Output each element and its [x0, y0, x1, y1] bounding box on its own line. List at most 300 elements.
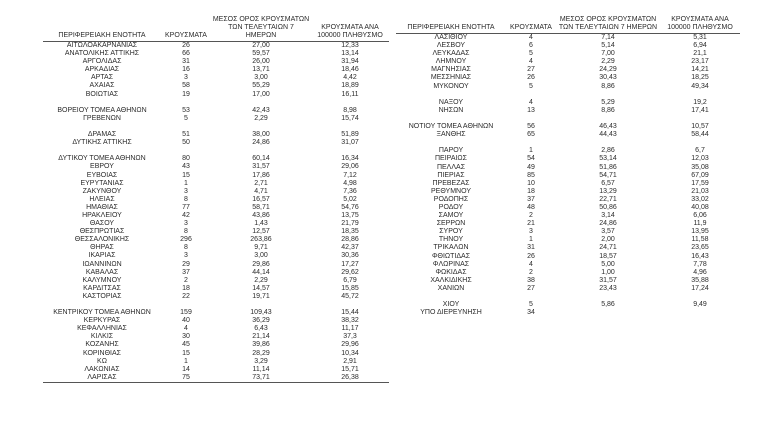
header-region: ΠΕΡΙΦΕΡΕΙΑΚΗ ΕΝΟΤΗΤΑ	[43, 16, 161, 42]
cell-per100k: 15,44	[341, 309, 359, 317]
cell-cases: 65	[527, 131, 535, 139]
cell-cases: 80	[182, 155, 190, 163]
cell-avg7: 11,14	[252, 365, 270, 373]
table-row	[396, 228, 740, 236]
cell-cases: 13	[527, 106, 535, 114]
table-row	[43, 228, 389, 236]
cell-per100k: 67,09	[691, 171, 709, 179]
table-row	[43, 74, 389, 82]
table-row	[43, 358, 389, 366]
cell-cases: 8	[184, 228, 188, 236]
cell-avg7: 9,71	[254, 244, 268, 252]
group-spacer	[43, 147, 389, 155]
cell-avg7: 2,71	[254, 179, 268, 187]
cell-cases: 85	[527, 171, 535, 179]
cell-cases: 1	[184, 179, 188, 187]
cell-region: ΝΗΣΩΝ	[438, 106, 464, 114]
table-row	[396, 155, 740, 163]
cell-cases: 54	[527, 155, 535, 163]
cell-avg7: 5,29	[601, 98, 615, 106]
cell-cases: 3	[184, 220, 188, 228]
table-row	[396, 220, 740, 228]
table-row	[43, 107, 389, 115]
table-row	[43, 285, 389, 293]
cell-cases: 48	[527, 203, 535, 211]
cell-avg7: 26,00	[252, 58, 270, 66]
cell-cases: 34	[527, 309, 535, 317]
cell-per100k: 11,58	[691, 236, 709, 244]
cell-avg7: 46,43	[599, 123, 617, 131]
cell-avg7: 60,14	[252, 155, 270, 163]
table-row	[43, 269, 389, 277]
cell-avg7: 14,57	[252, 284, 270, 292]
table-row	[43, 180, 389, 188]
cell-region: ΡΟΔΟΥ	[438, 203, 464, 211]
cell-cases: 1	[529, 236, 533, 244]
cell-cases: 18	[182, 284, 190, 292]
cell-cases: 66	[182, 50, 190, 58]
cell-per100k: 17,59	[691, 179, 709, 187]
cell-avg7	[556, 309, 660, 317]
cell-region: ΛΑΡΙΣΑΣ	[43, 374, 161, 383]
cell-region: ΑΧΑΪΑΣ	[89, 82, 115, 90]
cell-cases: 3	[184, 252, 188, 260]
cell-per100k: 21,03	[691, 187, 709, 195]
cell-region: ΑΙΤΩΛΟΑΚΑΡΝΑΝΙΑΣ	[66, 42, 138, 49]
cell-cases: 2	[184, 276, 188, 284]
cell-cases: 31	[182, 58, 190, 66]
group-spacer	[43, 99, 389, 107]
cell-region: ΙΩΑΝΝΙΝΩΝ	[82, 260, 122, 268]
cell-cases: 159	[180, 309, 192, 317]
cell-per100k: 16,43	[691, 252, 709, 260]
cell-cases: 16	[182, 66, 190, 74]
cell-cases: 42	[182, 211, 190, 219]
cell-cases: 8	[184, 244, 188, 252]
cell-per100k: 15,85	[341, 284, 359, 292]
cell-per100k	[660, 309, 740, 317]
cell-per100k: 6,79	[343, 276, 357, 284]
table-row	[396, 66, 740, 74]
cell-avg7: 53,14	[599, 155, 617, 163]
cell-region: ΦΘΙΩΤΙΔΑΣ	[431, 252, 471, 260]
table-row	[43, 293, 389, 301]
cell-avg7: 1,43	[254, 220, 268, 228]
cell-cases: 50	[182, 139, 190, 147]
cell-cases: 10	[527, 179, 535, 187]
group-spacer	[396, 91, 740, 99]
cell-avg7: 5,14	[601, 42, 615, 50]
cell-avg7: 73,71	[211, 374, 311, 383]
table-row	[43, 261, 389, 269]
cell-per100k: 18,89	[341, 82, 359, 90]
cell-avg7: 109,43	[250, 309, 272, 317]
cell-per100k: 51,89	[341, 131, 359, 139]
cell-region: ΔΥΤΙΚΗΣ ΑΤΤΙΚΗΣ	[72, 139, 132, 147]
cell-region: ΜΕΣΣΗΝΙΑΣ	[430, 74, 472, 82]
header-region: ΠΕΡΙΦΕΡΕΙΑΚΗ ΕΝΟΤΗΤΑ	[396, 16, 506, 34]
cell-region: ΑΝΑΤΟΛΙΚΗΣ ΑΤΤΙΚΗΣ	[64, 50, 140, 58]
cell-per100k: 29,96	[341, 341, 359, 349]
cell-per100k: 13,75	[341, 211, 359, 219]
table-row	[396, 236, 740, 244]
cell-cases: 296	[180, 236, 192, 244]
cell-region: ΕΥΡΥΤΑΝΙΑΣ	[80, 179, 124, 187]
cell-avg7: 2,29	[254, 114, 268, 122]
cell-cases: 30	[182, 333, 190, 341]
table-row	[43, 131, 389, 139]
cell-cases: 1	[184, 357, 188, 365]
cell-avg7: 5,86	[601, 301, 615, 309]
cell-region: ΛΕΣΒΟΥ	[436, 42, 466, 50]
cell-region: ΠΡΕΒΕΖΑΣ	[432, 179, 470, 187]
table-row	[396, 123, 740, 131]
cell-cases: 26	[527, 74, 535, 82]
cell-per100k: 23,65	[691, 244, 709, 252]
cell-cases: 8	[184, 195, 188, 203]
cell-region: ΧΑΛΚΙΔΙΚΗΣ	[430, 276, 472, 284]
cell-region: ΤΡΙΚΑΛΩΝ	[433, 244, 469, 252]
cell-region: ΔΡΑΜΑΣ	[87, 131, 117, 139]
header-row	[396, 16, 740, 34]
cell-avg7: 2,29	[601, 58, 615, 66]
cell-avg7: 13,29	[599, 187, 617, 195]
cell-per100k: 14,21	[691, 66, 709, 74]
regional-cases-table-right	[396, 16, 740, 317]
table-row	[396, 196, 740, 204]
cell-per100k: 7,12	[343, 171, 357, 179]
cell-avg7: 24,86	[252, 139, 270, 147]
cell-per100k: 35,88	[691, 276, 709, 284]
cell-per100k: 5,31	[693, 34, 707, 41]
cell-region: ΘΗΡΑΣ	[90, 244, 114, 252]
group-spacer	[396, 293, 740, 301]
cell-region: ΤΗΝΟΥ	[438, 236, 464, 244]
table-row	[396, 147, 740, 155]
cell-cases: 3	[184, 74, 188, 82]
cell-avg7: 18,57	[599, 252, 617, 260]
cell-avg7: 16,57	[252, 195, 270, 203]
table-row	[43, 82, 389, 90]
table-row	[396, 34, 740, 43]
table-row	[43, 252, 389, 260]
table-row	[43, 341, 389, 349]
cell-cases: 38	[527, 276, 535, 284]
cell-region: ΑΡΓΟΛΙΔΑΣ	[82, 58, 122, 66]
cell-cases: 45	[182, 341, 190, 349]
cell-region: ΦΩΚΙΔΑΣ	[435, 268, 467, 276]
cell-per100k: 2,91	[343, 357, 357, 365]
cell-per100k: 4,42	[343, 74, 357, 82]
table-row	[43, 317, 389, 325]
cell-per100k: 58,44	[691, 131, 709, 139]
cell-cases: 40	[182, 317, 190, 325]
cell-region: ΗΜΑΘΙΑΣ	[86, 203, 118, 211]
cell-per100k: 26,38	[311, 374, 389, 383]
cell-cases: 43	[182, 163, 190, 171]
cell-cases: 18	[527, 187, 535, 195]
table-row	[43, 50, 389, 58]
cell-region: ΥΠΟ ΔΙΕΡΕΥΝΗΣΗ	[420, 309, 482, 317]
cell-avg7: 8,86	[601, 106, 615, 114]
cell-per100k: 18,46	[341, 66, 359, 74]
cell-avg7: 38,00	[252, 131, 270, 139]
cell-avg7: 43,86	[252, 211, 270, 219]
cell-region: ΠΑΡΟΥ	[438, 147, 464, 155]
cell-per100k: 29,62	[341, 268, 359, 276]
cell-cases: 5	[184, 114, 188, 122]
cell-cases: 27	[527, 66, 535, 74]
cell-cases: 29	[182, 260, 190, 268]
table-row	[43, 244, 389, 252]
cell-per100k: 40,08	[691, 203, 709, 211]
cell-cases: 37	[182, 268, 190, 276]
table-row	[396, 285, 740, 293]
table-row	[396, 83, 740, 91]
cell-cases: 4	[184, 325, 188, 333]
cell-region: ΛΗΜΝΟΥ	[435, 58, 467, 66]
cell-region: ΠΕΛΛΑΣ	[436, 163, 466, 171]
cell-avg7: 3,00	[254, 74, 268, 82]
cell-per100k: 12,03	[691, 155, 709, 163]
cell-cases: 4	[529, 260, 533, 268]
table-row	[396, 180, 740, 188]
cell-per100k: 6,7	[695, 147, 705, 155]
cell-region: ΚΑΣΤΟΡΙΑΣ	[82, 292, 122, 300]
cell-cases: 22	[182, 292, 190, 300]
cell-region: ΧΙΟΥ	[442, 301, 460, 309]
cell-avg7: 19,71	[252, 292, 270, 300]
table-row	[43, 172, 389, 180]
group-spacer	[43, 301, 389, 309]
cell-per100k: 10,57	[691, 123, 709, 131]
cell-per100k: 4,96	[693, 268, 707, 276]
cell-region: ΚΑΒΑΛΑΣ	[85, 268, 119, 276]
table-row	[43, 333, 389, 341]
cell-cases: 2	[529, 212, 533, 220]
cell-avg7: 6,57	[601, 179, 615, 187]
table-row	[396, 244, 740, 252]
table-row	[396, 277, 740, 285]
group-spacer	[396, 115, 740, 123]
cell-region: ΣΕΡΡΩΝ	[436, 220, 466, 228]
cell-avg7: 3,57	[601, 228, 615, 236]
cell-avg7: 24,86	[599, 220, 617, 228]
cell-region: ΒΟΡΕΙΟΥ ΤΟΜΕΑ ΑΘΗΝΩΝ	[57, 106, 147, 114]
cell-avg7: 27,00	[252, 42, 270, 49]
cell-per100k: 5,02	[343, 195, 357, 203]
cell-cases: 26	[182, 42, 190, 49]
cell-avg7: 50,86	[599, 203, 617, 211]
cell-cases: 5	[529, 301, 533, 309]
table-row	[43, 277, 389, 285]
table-row	[396, 50, 740, 58]
cell-avg7: 58,71	[252, 203, 270, 211]
cell-per100k: 13,95	[691, 228, 709, 236]
cell-cases: 51	[182, 131, 190, 139]
cell-region: ΚΟΡΙΝΘΙΑΣ	[83, 349, 121, 357]
cell-avg7: 51,86	[599, 163, 617, 171]
cell-avg7: 3,14	[601, 212, 615, 220]
cell-cases: 15	[182, 171, 190, 179]
cell-cases: 14	[182, 365, 190, 373]
cell-per100k: 21,1	[693, 50, 707, 58]
cell-region: ΚΑΡΔΙΤΣΑΣ	[83, 284, 121, 292]
table-row	[396, 212, 740, 220]
cell-region: ΕΒΡΟΥ	[90, 163, 114, 171]
cell-per100k: 38,32	[341, 317, 359, 325]
cell-per100k: 37,3	[343, 333, 357, 341]
cell-avg7: 31,57	[599, 276, 617, 284]
table-row	[43, 115, 389, 123]
cell-region: ΕΥΒΟΙΑΣ	[86, 171, 118, 179]
table-row	[396, 269, 740, 277]
table-row	[396, 261, 740, 269]
table-row	[43, 212, 389, 220]
cell-region: ΚΙΛΚΙΣ	[90, 333, 114, 341]
table-row	[396, 58, 740, 66]
header-avg7: ΜΕΣΟΣ ΟΡΟΣ ΚΡΟΥΣΜΑΤΩΝ ΤΩΝ ΤΕΛΕΥΤΑΙΩΝ 7 ΗΜΕΡΩΝ	[211, 16, 311, 42]
cell-avg7: 7,00	[601, 50, 615, 58]
cell-region: ΚΕΝΤΡΙΚΟΥ ΤΟΜΕΑ ΑΘΗΝΩΝ	[53, 309, 151, 317]
cell-per100k: 19,2	[693, 98, 707, 106]
cell-avg7: 29,86	[252, 260, 270, 268]
cell-avg7: 42,43	[252, 106, 270, 114]
table-row	[43, 163, 389, 171]
table-row	[43, 66, 389, 74]
cell-avg7: 12,57	[252, 228, 270, 236]
cell-region: ΒΟΙΩΤΙΑΣ	[85, 90, 119, 98]
group-spacer	[396, 139, 740, 147]
cell-cases: 56	[527, 123, 535, 131]
cell-cases: 26	[527, 252, 535, 260]
cell-avg7: 2,00	[601, 236, 615, 244]
cell-region: ΑΡΤΑΣ	[90, 74, 114, 82]
cell-region: ΗΡΑΚΛΕΙΟΥ	[82, 211, 122, 219]
cell-cases: 19	[182, 90, 190, 98]
cell-cases: 15	[182, 349, 190, 357]
cell-region: ΘΕΣΣΑΛΟΝΙΚΗΣ	[74, 236, 130, 244]
cell-region: ΛΑΚΩΝΙΑΣ	[84, 365, 120, 373]
cell-avg7: 17,00	[252, 90, 270, 98]
cell-avg7: 22,71	[599, 195, 617, 203]
cell-region: ΝΑΞΟΥ	[438, 98, 464, 106]
cell-avg7: 54,71	[599, 171, 617, 179]
cell-per100k: 16,11	[341, 90, 359, 98]
cell-per100k: 31,07	[341, 139, 359, 147]
cell-avg7: 44,43	[599, 131, 617, 139]
header-per100k: ΚΡΟΥΣΜΑΤΑ ΑΝΑ 100000 ΠΛΗΘΥΣΜΟ	[660, 16, 740, 34]
table-row	[396, 301, 740, 309]
cell-region: ΧΑΝΙΩΝ	[437, 284, 465, 292]
cell-per100k: 16,34	[341, 155, 359, 163]
cell-avg7: 23,43	[599, 284, 617, 292]
cell-per100k: 8,98	[343, 106, 357, 114]
cell-per100k: 9,49	[693, 301, 707, 309]
cell-region: ΜΑΓΝΗΣΙΑΣ	[431, 66, 471, 74]
cell-per100k: 17,41	[691, 106, 709, 114]
cell-per100k: 33,02	[691, 195, 709, 203]
cell-region: ΗΛΕΙΑΣ	[89, 195, 115, 203]
cell-region: ΛΕΥΚΑΔΑΣ	[432, 50, 470, 58]
table-row	[396, 172, 740, 180]
cell-avg7: 55,29	[252, 82, 270, 90]
cell-cases: 4	[529, 34, 533, 41]
header-avg7: ΜΕΣΟΣ ΟΡΟΣ ΚΡΟΥΣΜΑΤΩΝ ΤΩΝ ΤΕΛΕΥΤΑΙΩΝ 7 ΗΜΕΡΩΝ	[556, 16, 660, 34]
cell-per100k: 17,27	[341, 260, 359, 268]
cell-avg7: 36,29	[252, 317, 270, 325]
cell-cases: 31	[527, 244, 535, 252]
cell-avg7: 13,71	[252, 66, 270, 74]
cell-per100k: 35,08	[691, 163, 709, 171]
cell-avg7: 30,43	[599, 74, 617, 82]
table-row	[43, 220, 389, 228]
table-row	[43, 366, 389, 374]
table-row	[43, 188, 389, 196]
cell-avg7: 59,57	[252, 50, 270, 58]
cell-cases: 5	[529, 82, 533, 90]
cell-avg7: 21,14	[252, 333, 270, 341]
cell-cases: 3	[529, 228, 533, 236]
cell-per100k: 6,94	[693, 42, 707, 50]
cell-avg7: 3,00	[254, 252, 268, 260]
cell-avg7: 5,00	[601, 260, 615, 268]
cell-cases: 49	[527, 163, 535, 171]
table-row	[43, 58, 389, 66]
cell-per100k: 4,98	[343, 179, 357, 187]
cell-per100k: 49,34	[691, 82, 709, 90]
cell-per100k: 7,36	[343, 187, 357, 195]
cell-cases: 53	[182, 106, 190, 114]
cell-per100k: 15,74	[341, 114, 359, 122]
cell-region: ΡΕΘΥΜΝΟΥ	[430, 187, 471, 195]
table-row	[43, 204, 389, 212]
group-spacer	[43, 123, 389, 131]
table-row	[43, 139, 389, 147]
cell-region: ΙΚΑΡΙΑΣ	[88, 252, 116, 260]
cell-per100k: 28,86	[341, 236, 359, 244]
table-row	[43, 236, 389, 244]
header-row	[43, 16, 389, 42]
cell-cases: 21	[527, 220, 535, 228]
cell-cases: 37	[527, 195, 535, 203]
cell-region: ΚΕΦΑΛΛΗΝΙΑΣ	[77, 325, 127, 333]
table-row	[396, 188, 740, 196]
cell-avg7: 4,71	[254, 187, 268, 195]
table-row	[396, 99, 740, 107]
cell-avg7: 2,86	[601, 147, 615, 155]
cell-avg7: 7,14	[601, 34, 615, 41]
table-row	[43, 325, 389, 333]
cell-per100k: 12,33	[341, 42, 359, 49]
table-row	[396, 42, 740, 50]
cell-avg7: 263,86	[250, 236, 272, 244]
cell-per100k: 30,36	[341, 252, 359, 260]
cell-region: ΚΑΛΥΜΝΟΥ	[82, 276, 122, 284]
cell-region: ΠΙΕΡΙΑΣ	[437, 171, 465, 179]
table-row	[43, 196, 389, 204]
cell-region: ΔΥΤΙΚΟΥ ΤΟΜΕΑ ΑΘΗΝΩΝ	[58, 155, 146, 163]
header-cases: ΚΡΟΥΣΜΑΤΑ	[161, 16, 211, 42]
cell-avg7: 31,57	[252, 163, 270, 171]
cell-avg7: 24,29	[599, 66, 617, 74]
cell-per100k: 15,71	[341, 365, 359, 373]
cell-avg7: 8,86	[601, 82, 615, 90]
cell-region: ΝΟΤΙΟΥ ΤΟΜΕΑ ΑΘΗΝΩΝ	[408, 123, 494, 131]
cell-per100k: 23,17	[691, 58, 709, 66]
cell-avg7: 3,29	[254, 357, 268, 365]
cell-region: ΞΑΝΘΗΣ	[436, 131, 466, 139]
